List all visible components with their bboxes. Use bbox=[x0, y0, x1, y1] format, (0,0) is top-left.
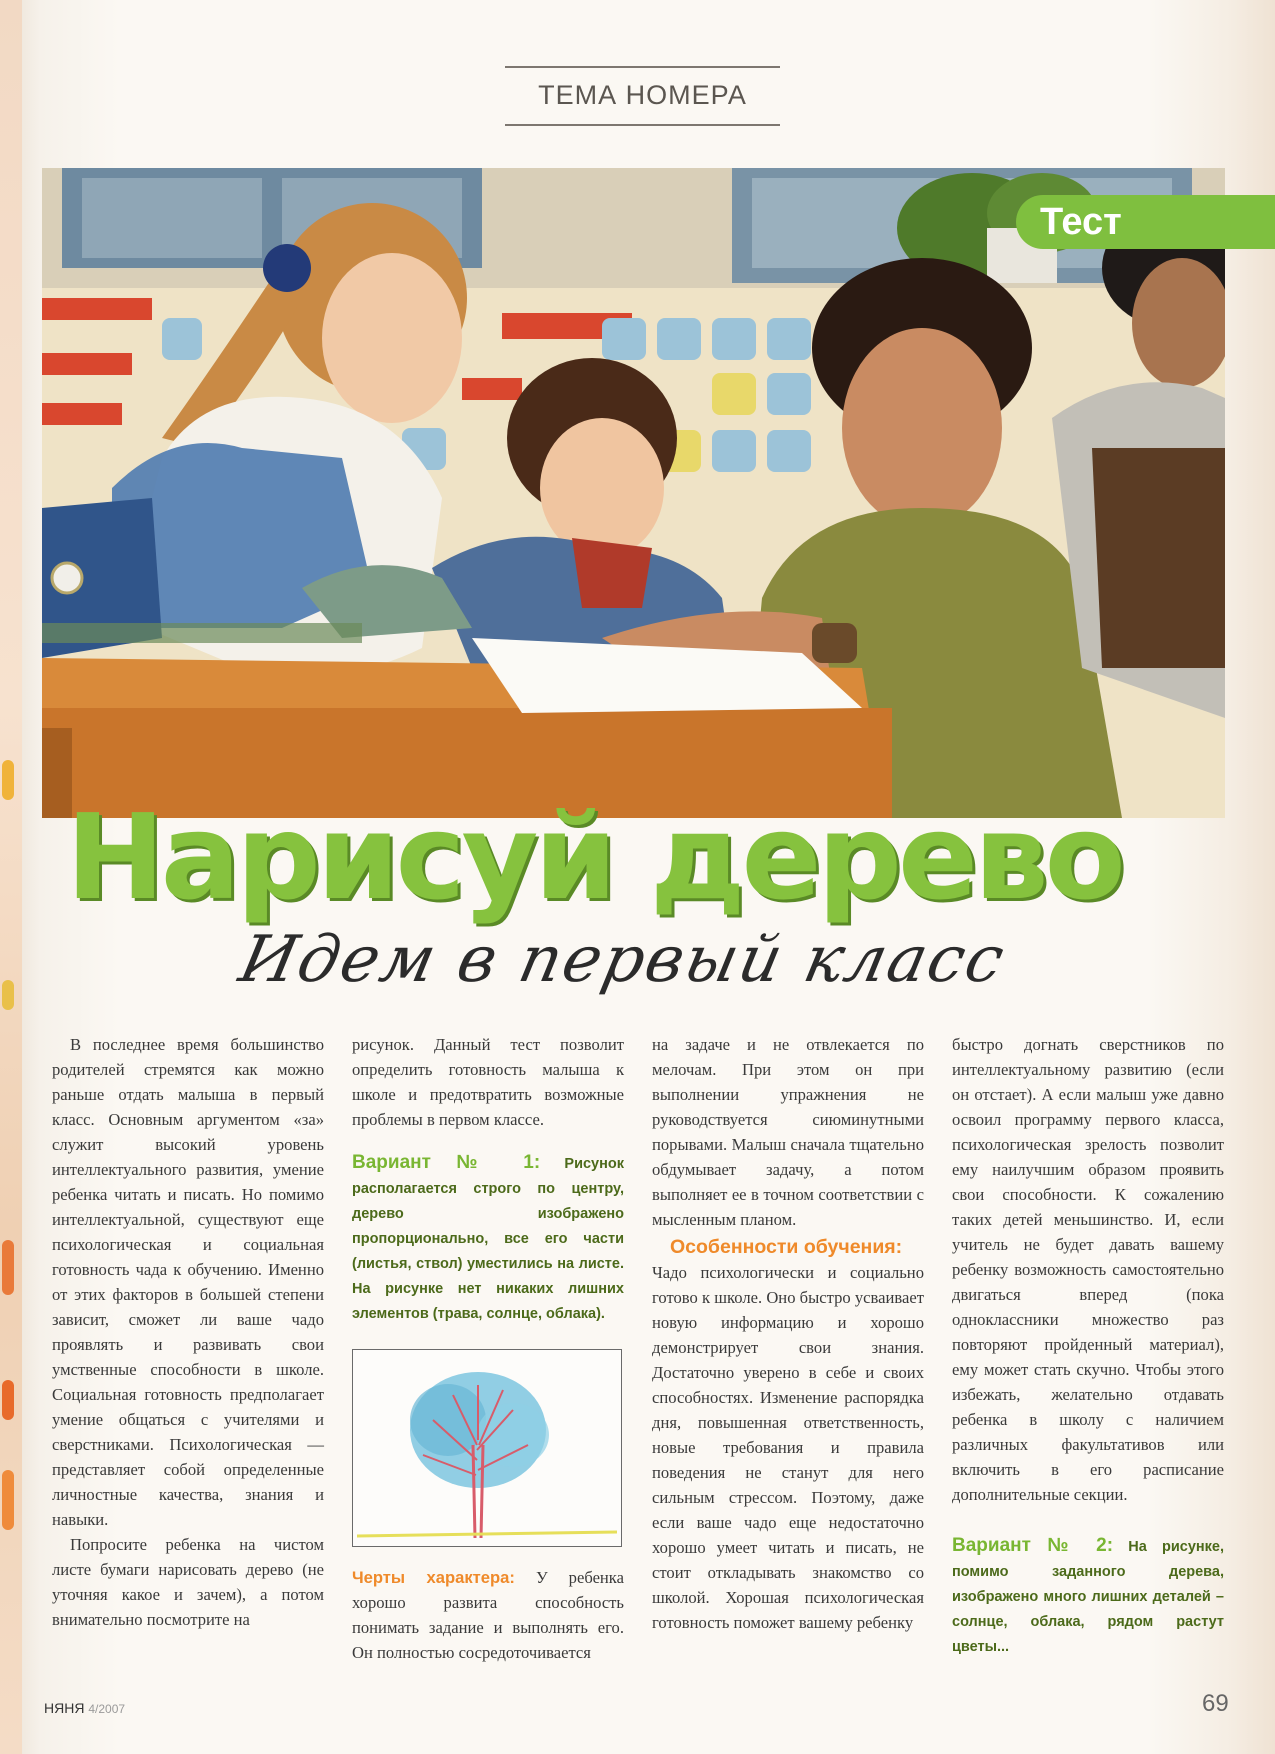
variant-2 bbox=[952, 1533, 1224, 1660]
article-title: Нарисуй дерево bbox=[66, 788, 1122, 926]
text-column-3 bbox=[652, 1032, 924, 1635]
tree-drawing bbox=[352, 1349, 622, 1547]
traits-paragraph bbox=[352, 1565, 624, 1665]
page-gutter bbox=[1230, 0, 1275, 1754]
variant-1 bbox=[352, 1150, 624, 1327]
text-column-1 bbox=[52, 1032, 324, 1632]
footer-magazine bbox=[44, 1700, 125, 1716]
traits-label: Черты характера: bbox=[352, 1568, 515, 1587]
page-edge-strip bbox=[0, 0, 22, 1754]
traits-text: У ребенка хорошо развита способность понимать задание и выполнять его. Он полностью сосредоточивается bbox=[352, 1568, 624, 1662]
test-tag: Тест bbox=[1016, 195, 1275, 249]
magazine-name: НЯНЯ bbox=[44, 1700, 85, 1716]
variant-1-text: Рисунок располагается строго по центру, дерево изображено пропорционально, все его части (листья, ствол) уместились на листе. На рисунке нет никаких лишних элементов (трава, солнце, облака). bbox=[352, 1156, 624, 1322]
paragraph: Чадо психологически и социально готово к школе. Оно быстро усваивает новую информацию и хорошо демонстрирует свои знания. Достаточно уверено в себе и своих способностях. Изменение распорядка дня, повышенная ответственность, новые требования и правила поведения не станут для него сильным стрессом. Поэтому, даже если ваше чадо еще недостаточно хорошо умеет читать и писать, не стоит откладывать знакомство со школой. Хорошая психологическая готовность поможет вашему ребенку bbox=[652, 1263, 924, 1632]
paragraph: В последнее время большинство родителей стремятся как можно раньше отдать малыша в первый класс. Основным аргументом «за» служит высокий уровень интеллектуального развития, умение ребенка читать и писать. Но помимо интеллектуальной, существуют еще психологическая и социальная готовность чада к обучению. Именно от этих факторов в большей степени зависит, сможет ли ваше чадо проявлять и развивать свои умственные способности в школе. Социальная готовность предполагает умение общаться с учителями и сверстниками. Психологическая — представляет собой определенные личностные качества, знания и навыки. bbox=[52, 1035, 324, 1529]
issue-number: 4/2007 bbox=[88, 1702, 126, 1716]
variant-1-label: Вариант № 1: bbox=[352, 1152, 541, 1173]
paragraph: быстро догнать сверстников по интеллектуальному развитию (если он отстает). А если малыш уже давно освоил программу первого класса, психологическая зрелость позволит ему наилучшим образом проявить свои способности. К сожалению таких детей меньшинство. И, если учитель не будет давать вашему ребенку возможность самостоятельно двигаться вперед (пока одноклассники множество раз повторяют пройденный материал), ему может стать скучно. Чтобы этого избежать, желательно отдавать ребенка в школу с наличием различных факультативов или включить в его расписание дополнительные секции. bbox=[952, 1035, 1224, 1504]
section-header: ТЕМА НОМЕРА bbox=[505, 66, 780, 126]
variant-2-text: На рисунке, помимо заданного дерева, изображено много лишних деталей – солнце, облака, рядом растут цветы... bbox=[952, 1539, 1225, 1655]
text-column-4 bbox=[952, 1032, 1224, 1660]
paragraph: рисунок. Данный тест позволит определить готовность малыша к школе и предотвратить возможные проблемы в первом классе. bbox=[352, 1035, 624, 1129]
features-heading: Особенности обучения: bbox=[670, 1236, 903, 1258]
paragraph: на задаче и не отвлекается по мелочам. При этом он при выполнении упражнения не руководствуется сиюминутными порывами. Малыш сначала тщательно обдумывает задачу, а потом выполняет ее в точном соответствии с мысленным планом. bbox=[652, 1035, 924, 1229]
classroom-photo bbox=[42, 168, 1225, 818]
variant-2-label: Вариант № 2: bbox=[952, 1535, 1114, 1556]
page-number: 69 bbox=[1202, 1690, 1229, 1717]
article-subtitle: Идем в первый класс bbox=[233, 923, 1012, 997]
text-column-2 bbox=[352, 1032, 624, 1665]
paragraph: Попросите ребенка на чистом листе бумаги нарисовать дерево (не уточняя какое и зачем), а потом внимательно посмотрите на bbox=[52, 1535, 324, 1629]
